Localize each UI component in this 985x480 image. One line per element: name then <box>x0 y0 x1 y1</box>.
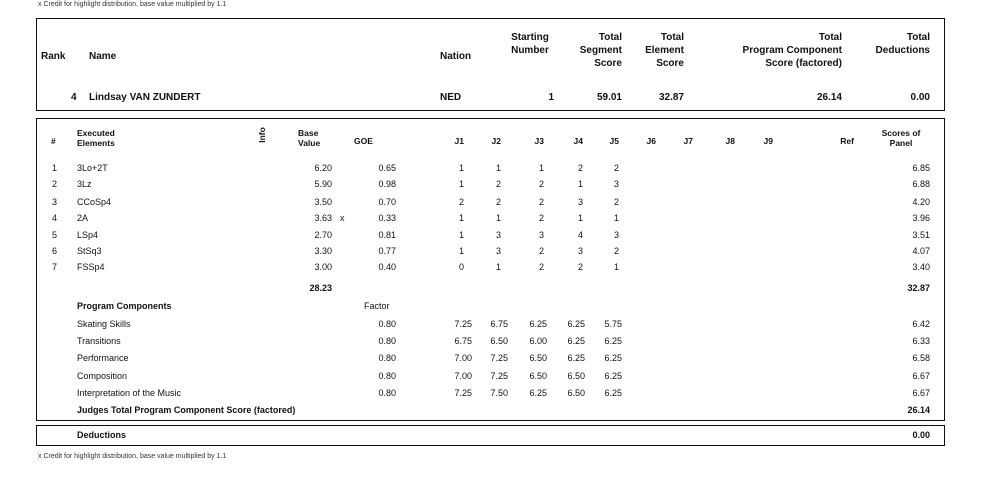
header-name: Name <box>89 51 117 62</box>
component-judge-score: 6.50 <box>490 336 508 346</box>
element-judge-score: 2 <box>458 197 464 207</box>
component-judge-score: 6.25 <box>567 336 585 346</box>
element-base-value: 3.30 <box>314 246 332 256</box>
element-name: 2A <box>77 213 89 223</box>
element-panel-score: 3.40 <box>912 262 930 272</box>
component-judge-score: 6.50 <box>529 353 547 363</box>
col-scores-of-panel: Scores of Panel <box>881 128 921 148</box>
component-name: Transitions <box>77 336 121 346</box>
col-j4: J4 <box>573 136 583 146</box>
element-goe: 0.77 <box>378 246 396 256</box>
element-num: 1 <box>52 163 58 173</box>
element-panel-score: 6.88 <box>912 179 930 189</box>
element-judge-score: 2 <box>538 179 544 189</box>
element-judge-score: 3 <box>495 246 501 256</box>
component-factor: 0.80 <box>378 388 396 398</box>
component-name: Skating Skills <box>77 319 131 329</box>
program-components-label: Program Components <box>77 301 172 311</box>
component-judge-score: 7.25 <box>454 388 472 398</box>
component-judge-score: 6.25 <box>604 371 622 381</box>
component-judge-score: 7.50 <box>490 388 508 398</box>
skater-total-segment-score: 59.01 <box>596 92 622 103</box>
component-judge-score: 6.00 <box>529 336 547 346</box>
component-panel-score: 6.67 <box>912 388 930 398</box>
element-base-value: 5.90 <box>314 179 332 189</box>
col-num: # <box>51 136 56 146</box>
element-num: 7 <box>52 262 58 272</box>
element-goe: 0.70 <box>378 197 396 207</box>
component-judge-score: 6.50 <box>567 371 585 381</box>
component-judge-score: 6.25 <box>567 353 585 363</box>
element-panel-score: 3.51 <box>912 230 930 240</box>
component-factor: 0.80 <box>378 336 396 346</box>
element-judge-score: 1 <box>458 163 464 173</box>
component-judge-score: 6.50 <box>567 388 585 398</box>
skater-total-element-score: 32.87 <box>658 92 684 103</box>
skater-starting-number: 1 <box>548 92 554 103</box>
col-j5: J5 <box>609 136 619 146</box>
header-total-pcs: Total Program Component Score (factored) <box>742 32 842 69</box>
element-judge-score: 1 <box>613 262 619 272</box>
component-panel-score: 6.33 <box>912 336 930 346</box>
element-judge-score: 2 <box>538 213 544 223</box>
element-base-value: 3.63 <box>314 213 332 223</box>
element-name: FSSp4 <box>77 262 105 272</box>
element-panel-score: 4.07 <box>912 246 930 256</box>
element-judge-score: 1 <box>458 246 464 256</box>
elements-panel-total: 32.87 <box>907 283 930 293</box>
element-judge-score: 0 <box>458 262 464 272</box>
col-j6: J6 <box>646 136 656 146</box>
component-factor: 0.80 <box>378 353 396 363</box>
col-j1: J1 <box>454 136 464 146</box>
element-judge-score: 2 <box>538 197 544 207</box>
element-judge-score: 3 <box>495 230 501 240</box>
base-value-total: 28.23 <box>309 283 332 293</box>
element-panel-score: 4.20 <box>912 197 930 207</box>
header-total-segment-score: Total Segment Score <box>579 32 622 69</box>
element-base-value: 3.00 <box>314 262 332 272</box>
col-executed-elements: Executed Elements <box>77 128 115 148</box>
col-ref: Ref <box>840 136 854 146</box>
component-judge-score: 7.00 <box>454 371 472 381</box>
skater-total-pcs: 26.14 <box>816 92 842 103</box>
element-judge-score: 1 <box>458 213 464 223</box>
factor-label: Factor <box>364 301 390 311</box>
element-num: 3 <box>52 197 58 207</box>
deductions-label: Deductions <box>77 430 127 440</box>
element-judge-score: 2 <box>495 179 501 189</box>
header-starting-number: Starting Number <box>511 32 549 56</box>
col-goe: GOE <box>354 136 373 146</box>
component-judge-score: 6.25 <box>604 388 622 398</box>
component-judge-score: 5.75 <box>604 319 622 329</box>
element-judge-score: 2 <box>577 163 583 173</box>
element-judge-score: 4 <box>577 230 583 240</box>
element-judge-score: 2 <box>613 246 619 256</box>
element-name: StSq3 <box>77 246 102 256</box>
element-judge-score: 3 <box>577 197 583 207</box>
element-base-value: 3.50 <box>314 197 332 207</box>
element-goe: 0.65 <box>378 163 396 173</box>
element-judge-score: 3 <box>577 246 583 256</box>
col-info: Info <box>257 127 267 143</box>
col-j9: J9 <box>763 136 773 146</box>
component-judge-score: 6.75 <box>490 319 508 329</box>
footnote-top: x Credit for highlight distribution, base value multiplied by 1.1 <box>38 1 227 8</box>
component-factor: 0.80 <box>378 371 396 381</box>
element-judge-score: 1 <box>613 213 619 223</box>
component-name: Composition <box>77 371 128 381</box>
element-num: 2 <box>52 179 58 189</box>
element-judge-score: 2 <box>538 262 544 272</box>
component-name: Performance <box>77 353 129 363</box>
element-name: 3Lz <box>77 179 92 189</box>
pc-total-label: Judges Total Program Component Score (factored) <box>77 405 296 415</box>
element-goe: 0.98 <box>378 179 396 189</box>
skater-name: Lindsay VAN ZUNDERT <box>89 92 201 103</box>
skater-total-deductions: 0.00 <box>910 92 930 103</box>
element-judge-score: 1 <box>495 163 501 173</box>
header-nation: Nation <box>440 51 472 62</box>
component-panel-score: 6.58 <box>912 353 930 363</box>
element-judge-score: 1 <box>495 213 501 223</box>
component-factor: 0.80 <box>378 319 396 329</box>
element-goe: 0.81 <box>378 230 396 240</box>
element-name: CCoSp4 <box>77 197 112 207</box>
footnote-bottom: x Credit for highlight distribution, base value multiplied by 1.1 <box>38 453 227 460</box>
element-name: LSp4 <box>77 230 99 240</box>
deductions-total: 0.00 <box>912 430 930 440</box>
element-judge-score: 2 <box>495 197 501 207</box>
col-j3: J3 <box>534 136 544 146</box>
element-judge-score: 1 <box>458 179 464 189</box>
element-judge-score: 2 <box>613 197 619 207</box>
skater-nation: NED <box>440 92 462 103</box>
component-name: Interpretation of the Music <box>77 388 182 398</box>
header-rank: Rank <box>41 51 66 62</box>
skater-rank: 4 <box>71 92 77 103</box>
element-judge-score: 3 <box>613 230 619 240</box>
element-judge-score: 1 <box>577 179 583 189</box>
element-num: 5 <box>52 230 58 240</box>
element-judge-score: 1 <box>458 230 464 240</box>
element-goe: 0.33 <box>378 213 396 223</box>
element-panel-score: 6.85 <box>912 163 930 173</box>
pc-total-value: 26.14 <box>907 405 930 415</box>
component-judge-score: 7.00 <box>454 353 472 363</box>
component-judge-score: 6.25 <box>529 319 547 329</box>
element-base-value: 6.20 <box>314 163 332 173</box>
element-judge-score: 2 <box>538 246 544 256</box>
component-judge-score: 7.25 <box>454 319 472 329</box>
component-judge-score: 6.25 <box>567 319 585 329</box>
component-judge-score: 6.25 <box>604 353 622 363</box>
element-mark: x <box>340 213 345 223</box>
deductions-box <box>36 425 945 446</box>
header-total-deductions: Total Deductions <box>875 32 930 56</box>
component-panel-score: 6.67 <box>912 371 930 381</box>
component-judge-score: 7.25 <box>490 371 508 381</box>
element-panel-score: 3.96 <box>912 213 930 223</box>
element-judge-score: 1 <box>577 213 583 223</box>
col-j7: J7 <box>683 136 693 146</box>
element-judge-score: 3 <box>538 230 544 240</box>
col-j8: J8 <box>725 136 735 146</box>
element-judge-score: 2 <box>577 262 583 272</box>
element-judge-score: 1 <box>495 262 501 272</box>
element-judge-score: 1 <box>538 163 544 173</box>
element-judge-score: 2 <box>613 163 619 173</box>
component-judge-score: 6.25 <box>604 336 622 346</box>
element-base-value: 2.70 <box>314 230 332 240</box>
component-judge-score: 7.25 <box>490 353 508 363</box>
component-judge-score: 6.25 <box>529 388 547 398</box>
component-panel-score: 6.42 <box>912 319 930 329</box>
element-num: 4 <box>52 213 58 223</box>
element-judge-score: 3 <box>613 179 619 189</box>
col-base-value: Base Value <box>298 128 321 148</box>
component-judge-score: 6.75 <box>454 336 472 346</box>
component-judge-score: 6.50 <box>529 371 547 381</box>
header-total-element-score: Total Element Score <box>645 32 684 69</box>
element-goe: 0.40 <box>378 262 396 272</box>
element-num: 6 <box>52 246 58 256</box>
element-name: 3Lo+2T <box>77 163 108 173</box>
col-j2: J2 <box>491 136 501 146</box>
